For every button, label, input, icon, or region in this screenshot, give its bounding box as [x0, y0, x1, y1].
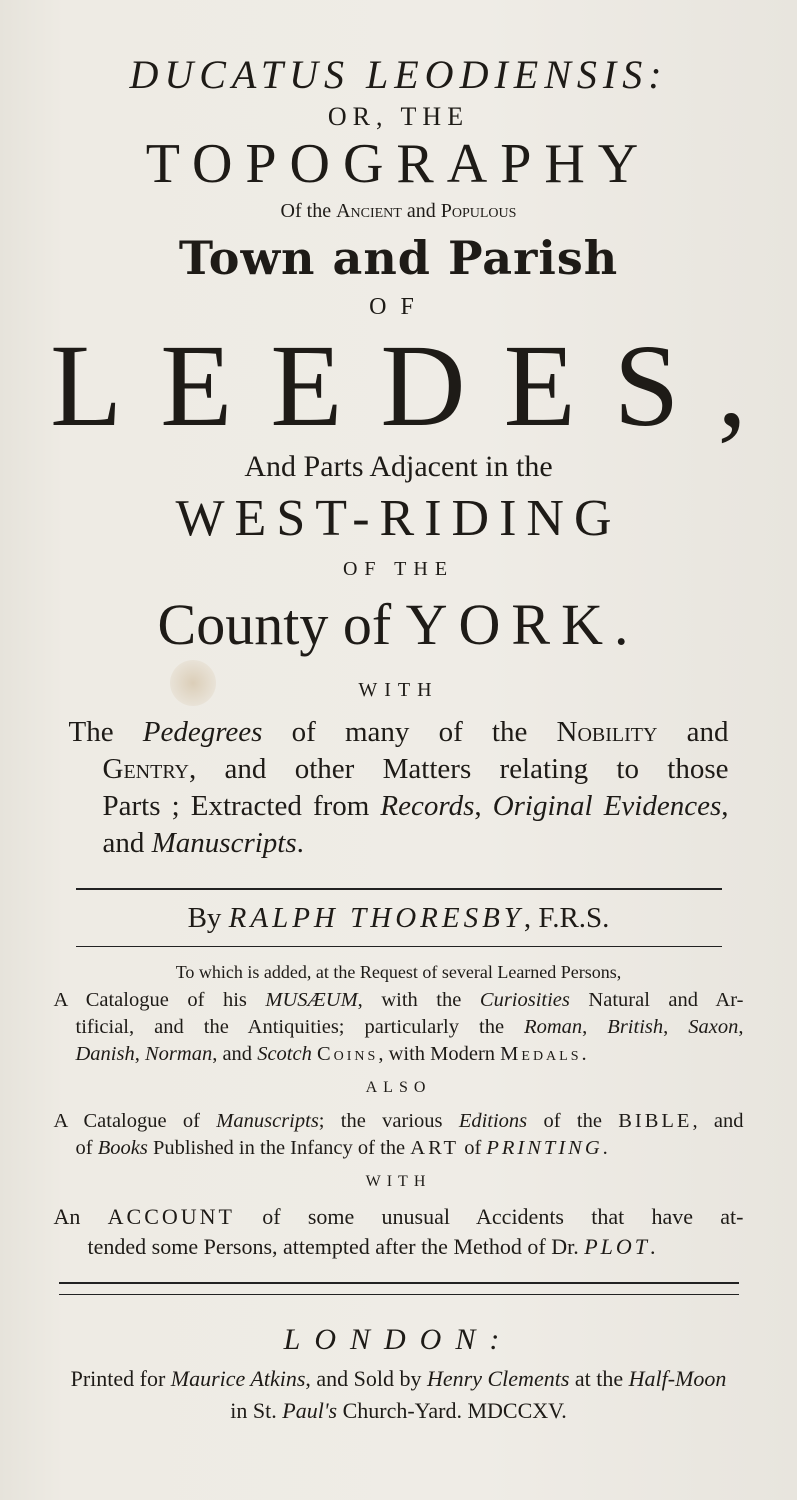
text: The — [68, 716, 143, 748]
description-line — [69, 788, 729, 825]
text: Church-Yard. MDCCXV. — [337, 1398, 567, 1423]
text-italic: Roman — [524, 1016, 583, 1038]
text: , and Sold by — [305, 1366, 428, 1391]
text: , and other Matters relating to those — [189, 753, 729, 785]
text-italic: Manuscripts — [216, 1110, 319, 1132]
divider-rule — [59, 1294, 739, 1295]
text: Parts ; Extracted from — [102, 790, 381, 822]
text: and — [657, 716, 729, 748]
text: . — [602, 1137, 608, 1159]
text-spaced: ACCOUNT — [107, 1204, 235, 1229]
account-line — [54, 1232, 744, 1262]
text-italic: Norman — [144, 1043, 213, 1065]
text: and — [102, 827, 152, 859]
author-name: RALPH THORESBY — [228, 902, 524, 934]
text-italic: Scotch — [257, 1043, 312, 1065]
text-italic: Danish — [75, 1043, 135, 1065]
catalogue-line — [54, 1014, 744, 1041]
text-italic: Records — [380, 790, 475, 822]
title-of-the: OF THE — [342, 558, 455, 580]
paper-stain — [170, 660, 216, 706]
text-smallcaps: Ancient — [336, 200, 402, 222]
text-italic: Saxon — [688, 1016, 739, 1038]
text: . — [581, 1043, 587, 1065]
imprint-city: LONDON: — [283, 1323, 514, 1356]
text: , — [738, 1016, 744, 1038]
text: of — [459, 1137, 487, 1159]
text: Natural and Ar- — [569, 989, 744, 1011]
text-italic: Pedegrees — [142, 716, 263, 748]
title-of: OF — [369, 294, 428, 320]
text-italic: Paul's — [282, 1398, 338, 1423]
imprint-line — [0, 1363, 797, 1395]
text-york: YORK. — [405, 592, 640, 657]
account-block — [54, 1202, 744, 1262]
text-spaced: BIBLE — [618, 1110, 693, 1132]
museum-catalogue — [54, 987, 744, 1068]
catalogue-line — [54, 1041, 744, 1068]
title-or-the: OR, THE — [327, 102, 470, 131]
text: By — [187, 902, 229, 934]
catalogue-line — [54, 1135, 744, 1162]
description-line — [69, 825, 729, 862]
title-town-and-parish: Town and Parish — [178, 231, 619, 285]
text: in St. — [230, 1398, 283, 1423]
text-italic: Editions — [458, 1110, 528, 1132]
text: of the — [527, 1110, 619, 1132]
text-smallcaps: Medals — [500, 1043, 582, 1065]
text: A Catalogue of — [53, 1110, 217, 1132]
manuscripts-catalogue — [54, 1108, 744, 1162]
title-topography: TOPOGRAPHY — [145, 133, 652, 195]
text-smallcaps: Populous — [440, 200, 517, 222]
description-line — [69, 714, 729, 751]
title-county-of-york — [0, 586, 797, 664]
author-byline — [0, 890, 797, 946]
text: of many of the — [262, 716, 557, 748]
text: County of — [157, 592, 406, 657]
text-italic: British — [607, 1016, 664, 1038]
text: Of the — [280, 200, 337, 222]
text: tended some Persons, attempted after the Method of Dr. — [87, 1234, 585, 1259]
text: and — [401, 200, 441, 222]
title-ancient-populous — [0, 196, 797, 226]
text: A Catalogue of his — [53, 989, 266, 1011]
text: , — [582, 1016, 608, 1038]
text-smallcaps: Gentry — [102, 753, 189, 785]
heading-with: WITH — [365, 1173, 432, 1190]
text: of — [75, 1137, 98, 1159]
account-line — [54, 1202, 744, 1232]
title-leedes: LEEDES, — [50, 320, 785, 451]
text: of some unusual Accidents that have at- — [235, 1204, 744, 1229]
text: . — [650, 1234, 656, 1259]
text: . — [296, 827, 304, 859]
text-smallcaps: Coins — [316, 1043, 379, 1065]
divider-rule — [76, 946, 722, 947]
text: , and — [692, 1110, 744, 1132]
text-italic: Curiosities — [479, 989, 570, 1011]
text-italic: Books — [97, 1137, 148, 1159]
text: , — [663, 1016, 689, 1038]
text: , with Modern — [378, 1043, 501, 1065]
description-line — [69, 751, 729, 788]
title-west-riding: WEST-RIDING — [175, 490, 622, 547]
text: at the — [569, 1366, 629, 1391]
text-spaced: ART — [410, 1137, 460, 1159]
heading-also: ALSO — [365, 1079, 432, 1096]
text: , — [721, 790, 729, 822]
divider-rule — [59, 1282, 739, 1284]
text: , F.R.S. — [523, 902, 610, 934]
text: ; the various — [318, 1110, 459, 1132]
title-with: WITH — [358, 679, 439, 701]
catalogue-line — [54, 987, 744, 1014]
title-parts-adjacent: And Parts Adjacent in the — [244, 450, 553, 483]
description-block — [69, 714, 729, 862]
text: Printed for — [70, 1366, 171, 1391]
text-italic: Henry Clements — [427, 1366, 570, 1391]
text: , and — [212, 1043, 258, 1065]
text: tificial, and the Antiquities; particularly the — [75, 1016, 525, 1038]
imprint-line — [0, 1395, 797, 1427]
text: , — [134, 1043, 145, 1065]
text-italic: PLOT — [584, 1234, 651, 1259]
text-italic: Maurice Atkins — [170, 1366, 306, 1391]
text: Published in the Infancy of the — [147, 1137, 411, 1159]
title-latin: DUCATUS LEODIENSIS: — [129, 52, 668, 97]
text-italic: PRINTING — [486, 1137, 603, 1159]
text-italic: Half-Moon — [628, 1366, 727, 1391]
text-italic: Original Evidences — [492, 790, 722, 822]
text: An — [53, 1204, 108, 1229]
text-italic: Manuscripts — [151, 827, 297, 859]
text: , with the — [357, 989, 480, 1011]
catalogue-line — [54, 1108, 744, 1135]
text-italic: MUSÆUM — [265, 989, 358, 1011]
text: , — [474, 790, 493, 822]
added-note: To which is added, at the Request of several Learned Persons, — [175, 962, 622, 982]
text-smallcaps: Nobility — [556, 716, 658, 748]
